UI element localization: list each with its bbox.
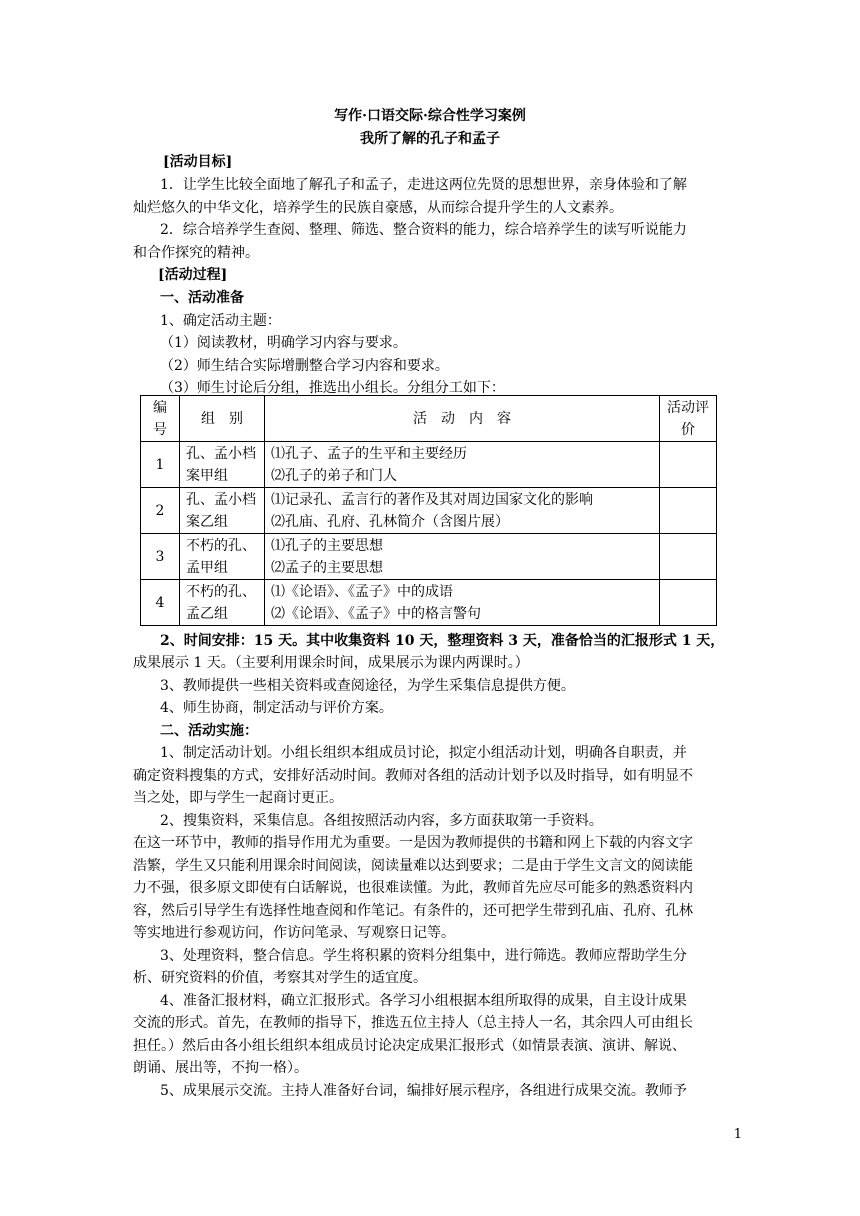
header-content: 活 动 内 容 [265,396,660,442]
section-2-heading: 二、活动实施： [160,723,258,739]
row-group: 孔、孟小档案甲组 [180,442,265,488]
table-row [141,442,717,488]
step-1-1c: （3）师生讨论后分组，推选出小组长。分组分工如下： [160,380,505,396]
row-number: 1 [141,442,180,488]
step-2-2-line-6: 等实地进行参观访问，作访问笔录、写观察日记等。 [133,925,455,941]
step-1-1a: （1）阅读教材，明确学习内容与要求。 [160,335,407,351]
step-1-2-line-1 [160,630,724,652]
step-2-2-line-3: 浩繁，学生又只能利用课余时间阅读，阅读量难以达到要求；二是由于学生文言文的阅读能 [133,858,693,874]
header-group: 组 别 [180,396,265,442]
document-subtitle: 我所了解的孔子和孟子 [360,131,500,147]
step-2-4-line-4: 朗诵、展出等，不拘一格）。 [133,1060,308,1076]
step-2-4-line-1: 4、准备汇报材料，确立汇报形式。各学习小组根据本组所取得的成果，自主设计成果 [160,993,687,1009]
row-content [265,488,660,534]
row-number: 2 [141,488,180,534]
content-item: ⑴孔子的主要思想 [271,537,383,554]
table-header-row [141,396,717,442]
step-1-3: 3、教师提供一些相关资料或查阅途径，为学生采集信息提供方便。 [160,678,575,694]
content-item: ⑴《论语》、《孟子》中的成语 [271,583,453,600]
section-1-heading: 一、活动准备 [160,290,244,306]
step-1-2-line-2: 成果展示 1 天。（主要利用课余时间，成果展示为课内两课时。） [133,655,529,671]
step-1-1: 1、确定活动主题： [160,313,281,329]
step-2-4-line-3: 担任。）然后由各小组长组织本组成员讨论决定成果汇报形式（如情景表演、演讲、解说、 [133,1038,686,1054]
goals-heading: [活动目标] [163,154,233,170]
process-heading: [活动过程] [158,267,228,283]
row-group: 不朽的孔、孟甲组 [180,534,265,580]
content-item: ⑴记录孔、孟言行的著作及其对周边国家文化的影响 [271,491,593,508]
step-2-1-line-1: 1、制定活动计划。小组长组织本组成员讨论，拟定小组活动计划，明确各自职责，并 [160,745,687,761]
row-content [265,534,660,580]
step-2-1-line-2: 确定资料搜集的方式，安排好活动时间。教师对各组的活动计划予以及时指导，如有明显不 [133,768,693,784]
content-item: ⑵《论语》、《孟子》中的格言警句 [271,605,481,622]
header-evaluation: 活动评价 [660,396,717,442]
content-item: ⑵孔子的弟子和门人 [271,467,397,484]
step-2-3-line-1: 3、处理资料，整合信息。学生将积累的资料分组集中，进行筛选。教师应帮助学生分 [160,948,687,964]
step-1-4: 4、师生协商，制定活动与评价方案。 [160,700,393,716]
step-2-4-line-2: 交流的形式。首先，在教师的指导下，推选五位主持人（总主持人一名，其余四人可由组长 [133,1015,693,1031]
row-evaluation [660,580,717,626]
row-group: 不朽的孔、孟乙组 [180,580,265,626]
step-1-1b: （2）师生结合实际增删整合学习内容和要求。 [160,358,449,374]
content-item: ⑴孔子、孟子的生平和主要经历 [271,445,467,462]
step-2-2-line-5: 容，然后引导学生有选择性地查阅和作笔记。有条件的，还可把学生带到孔庙、孔府、孔林 [133,903,693,919]
step-2-2-line-2: 在这一环节中，教师的指导作用尤为重要。一是因为教师提供的书籍和网上下载的内容文字 [133,835,693,851]
row-evaluation [660,442,717,488]
row-number: 3 [141,534,180,580]
goal-1-line-1: 1．让学生比较全面地了解孔子和孟子，走进这两位先贤的思想世界，亲身体验和了解 [160,177,687,193]
row-number: 4 [141,580,180,626]
row-content [265,580,660,626]
step-2-1-line-3: 当之处，即与学生一起商讨更正。 [133,790,343,806]
row-group: 孔、孟小档案乙组 [180,488,265,534]
goal-1-line-2: 灿烂悠久的中华文化，培养学生的民族自豪感，从而综合提升学生的人文素养。 [133,200,623,216]
document-title: 写作·口语交际·综合性学习案例 [334,108,526,124]
step-2-2-line-1: 2、搜集资料，采集信息。各组按照活动内容，多方面获取第一手资料。 [160,813,603,829]
step-2-3-line-2: 析、研究资料的价值，考察其对学生的适宜度。 [133,970,427,986]
table-row [141,534,717,580]
table-row [141,580,717,626]
table-row [141,488,717,534]
goal-2-line-1: 2．综合培养学生查阅、整理、筛选、整合资料的能力，综合培养学生的读写听说能力 [160,222,687,238]
header-number: 编号 [141,396,180,442]
goal-2-line-2: 和合作探究的精神。 [133,245,259,261]
page-number: 1 [733,1127,742,1142]
content-item: ⑵孟子的主要思想 [271,559,383,576]
group-assignment-table [140,395,717,626]
row-content [265,442,660,488]
step-1-2-text: 2、时间安排：15 天。其中收集资料 10 天，整理资料 3 天，准备恰当的汇报形式 1 天， [160,633,725,649]
step-2-5-line-1: 5、成果展示交流。主持人准备好台词，编排好展示程序，各组进行成果交流。教师予 [160,1083,687,1099]
row-evaluation [660,534,717,580]
row-evaluation [660,488,717,534]
step-2-2-line-4: 力不强，很多原文即使有白话解说，也很难读懂。为此，教师首先应尽可能多的熟悉资料内 [133,880,693,896]
content-item: ⑵孔庙、孔府、孔林简介（含图片展） [271,513,509,530]
